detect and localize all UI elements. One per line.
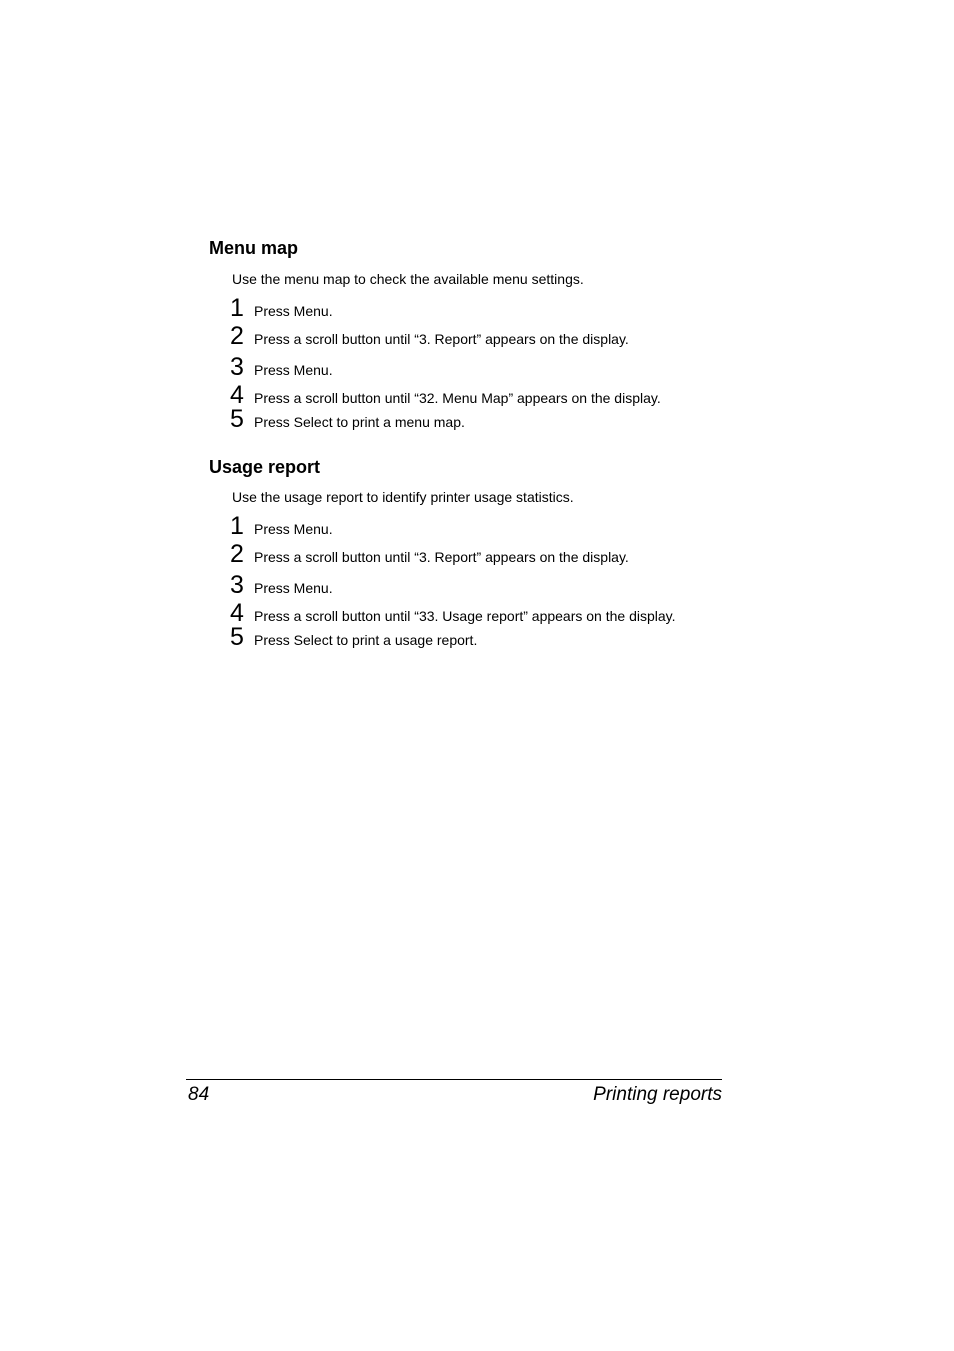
section-heading-usage-report: Usage report	[209, 457, 321, 477]
step-number: 1	[230, 294, 244, 322]
step-text: Press Menu.	[254, 580, 333, 596]
step-number: 2	[230, 540, 244, 568]
step-number: 5	[230, 623, 244, 651]
step-text: Press a scroll button until “3. Report” appears on the display.	[254, 331, 629, 347]
step-text: Press Menu.	[254, 362, 333, 378]
step-number: 3	[230, 353, 244, 381]
step-item	[230, 572, 333, 598]
step-number: 4	[230, 381, 244, 409]
step-item	[230, 323, 629, 349]
step-number: 3	[230, 571, 244, 599]
step-item	[230, 354, 333, 380]
step-text: Press a scroll button until “3. Report” appears on the display.	[254, 549, 629, 565]
section-intro-usage-report: Use the usage report to identify printer usage statistics.	[232, 489, 574, 505]
section-heading-menu-map: Menu map	[209, 238, 299, 258]
step-number: 5	[230, 405, 244, 433]
footer-divider	[186, 1079, 722, 1080]
step-item	[230, 382, 661, 408]
step-item	[230, 406, 465, 432]
step-text: Press Select to print a menu map.	[254, 414, 465, 430]
step-text: Press a scroll button until “33. Usage report” appears on the display.	[254, 608, 676, 624]
step-item	[230, 600, 676, 626]
step-item	[230, 624, 477, 650]
page-number: 84	[188, 1084, 210, 1105]
step-number: 2	[230, 322, 244, 350]
step-text: Press Select to print a usage report.	[254, 632, 478, 648]
footer-section-title: Printing reports	[593, 1084, 722, 1105]
step-item	[230, 513, 333, 539]
step-item	[230, 541, 629, 567]
step-text: Press a scroll button until “32. Menu Map” appears on the display.	[254, 390, 661, 406]
step-number: 4	[230, 599, 244, 627]
section-intro-menu-map: Use the menu map to check the available menu settings.	[232, 271, 584, 287]
step-text: Press Menu.	[254, 521, 333, 537]
step-text: Press Menu.	[254, 303, 333, 319]
step-number: 1	[230, 512, 244, 540]
step-item	[230, 295, 333, 321]
